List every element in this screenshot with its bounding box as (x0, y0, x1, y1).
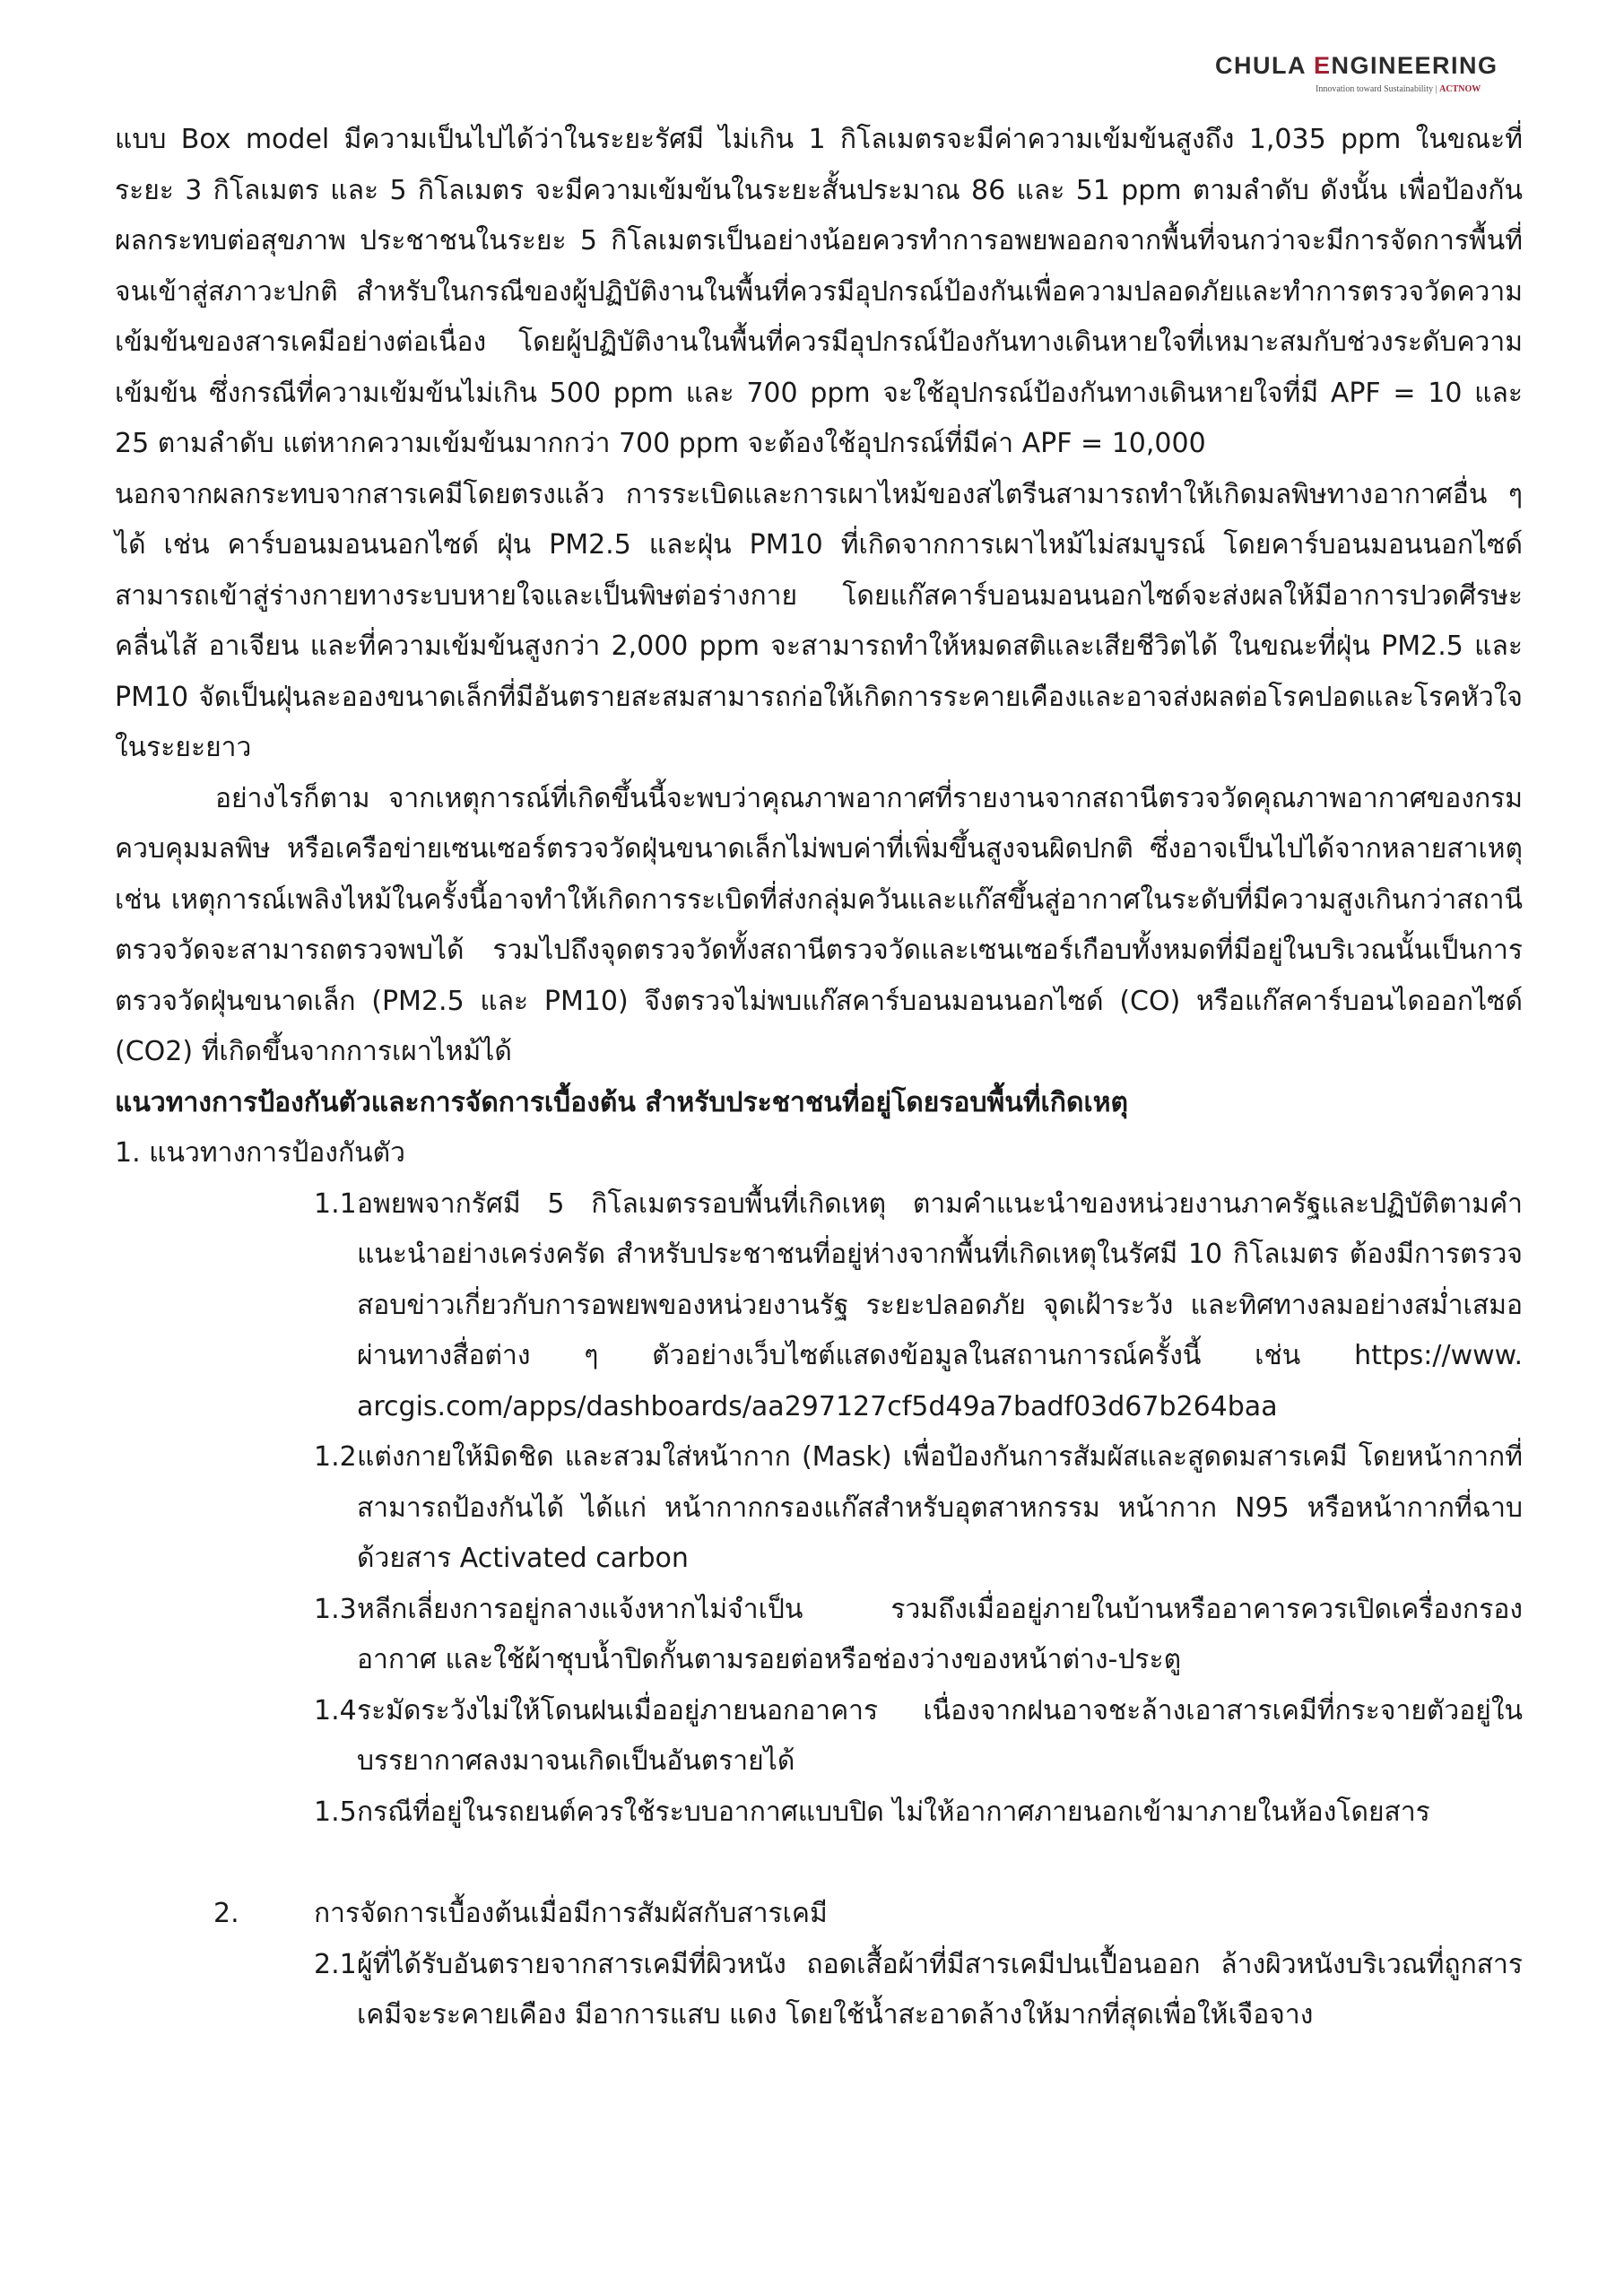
item-text: ผู้ที่ได้รับอันตรายจากสารเคมีที่ผิวหนัง ถอดเสื้อผ้าที่มีสารเคมีปนเปื้อนออก ล้างผิวหนังบริเวณที่ถูกสารเคมีจะระคายเคือง มีอาการแสบ แดง โดยใช้น้ำสะอาดล้างให้มากที่สุดเพื่อให้เจือจาง (357, 1948, 1523, 2031)
item-text: กรณีที่อยู่ในรถยนต์ควรใช้ระบบอากาศแบบปิด ไม่ให้อากาศภายนอกเข้ามาภายในห้องโดยสาร (357, 1796, 1430, 1828)
tagline-brand: ACTNOW (1439, 84, 1481, 94)
list-item (314, 1787, 1523, 1839)
logo-wordmark (1215, 52, 1498, 80)
paragraph-box-model: แบบ Box model มีความเป็นไปได้ว่าในระยะรัศมี ไม่เกิน 1 กิโลเมตรจะมีค่าความเข้มข้นสูงถึง 1,035 ppm ในขณะที่ระยะ 3 กิโลเมตร และ 5 กิโลเมตร จะมีความเข้มข้นในระยะสั้นประมาณ 86 และ 51 ppm ตามลำดับ ดังนั้น เพื่อป้องกันผลกระทบต่อสุขภาพ ประชาชนในระยะ 5 กิโลเมตรเป็นอย่างน้อยควรทำการอพยพออกจากพื้นที่จนกว่าจะมีการจัดการพื้นที่จนเข้าสู่สภาวะปกติ สำหรับในกรณีของผู้ปฏิบัติงานในพื้นที่ควรมีอุปกรณ์ป้องกันเพื่อความปลอดภัยและทำการตรวจวัดความเข้มข้นของสารเคมีอย่างต่อเนื่อง โดยผู้ปฏิบัติงานในพื้นที่ควรมีอุปกรณ์ป้องกันทางเดินหายใจที่เหมาะสมกับช่วงระดับความเข้มข้น ซึ่งกรณีที่ความเข้มข้นไม่เกิน 500 ppm และ 700 ppm จะใช้อุปกรณ์ป้องกันทางเดินหายใจที่มี APF = 10 และ 25 ตามลำดับ แต่หากความเข้มข้นมากกว่า 700 ppm จะต้องใช้อุปกรณ์ที่มีค่า APF = 10,000 (115, 124, 1523, 459)
tagline-text: Innovation toward Sustainability (1316, 84, 1434, 94)
item-number: 1.5 (314, 1796, 357, 1828)
item-number: 1.3 (314, 1593, 357, 1625)
logo-prefix: CHULA (1215, 52, 1314, 79)
item-text: อพยพจากรัศมี 5 กิโลเมตรรอบพื้นที่เกิดเหตุ ตามคำแนะนำของหน่วยงานภาครัฐและปฏิบัติตามคำแนะนำอย่างเคร่งครัด สำหรับประชาชนที่อยู่ห่างจากพื้นที่เกิดเหตุในรัศมี 10 กิโลเมตร ต้องมีการตรวจสอบข่าวเกี่ยวกับการอพยพของหน่วยงานรัฐ ระยะปลอดภัย จุดเฝ้าระวัง และทิศทางลมอย่างสม่ำเสมอผ่านทางสื่อต่าง ๆ ตัวอย่างเว็บไซต์แสดงข้อมูลในสถานการณ์ครั้งนี้ เช่น https://www. arcgis.com/apps/dashboards/aa297127cf5d49a7badf03d67b264baa (357, 1187, 1523, 1422)
section-2-number: 2. (213, 1898, 239, 1929)
list-item (314, 1179, 1523, 1433)
list-item (314, 1585, 1523, 1686)
list-item (314, 1686, 1523, 1787)
item-text: ระมัดระวังไม่ให้โดนฝนเมื่ออยู่ภายนอกอาคาร เนื่องจากฝนอาจชะล้างเอาสารเคมีที่กระจายตัวอยู่ในบรรยากาศลงมาจนเกิดเป็นอันตรายได้ (357, 1694, 1523, 1777)
item-number: 2.1 (314, 1948, 357, 1980)
item-text: หลีกเลี่ยงการอยู่กลางแจ้งหากไม่จำเป็น รวมถึงเมื่ออยู่ภายในบ้านหรืออาคารควรเปิดเครื่องกรองอากาศ และใช้ผ้าชุบน้ำปิดกั้นตามรอยต่อหรือช่องว่างของหน้าต่าง-ประตู (357, 1593, 1523, 1675)
document-body (115, 115, 1523, 2041)
logo-tagline: Innovation toward Sustainability | ACTNOW (1316, 84, 1481, 94)
item-number: 1.2 (314, 1441, 357, 1473)
logo-accent-letter: E (1314, 52, 1332, 79)
section-2-title: การจัดการเบื้องต้นเมื่อมีการสัมผัสกับสารเคมี (314, 1898, 828, 1929)
guidelines-heading: แนวทางการป้องกันตัวและการจัดการเบื้องต้น สำหรับประชาชนที่อยู่โดยรอบพื้นที่เกิดเหตุ (115, 1086, 1128, 1118)
list-item (314, 1432, 1523, 1585)
chula-engineering-logo (1215, 52, 1520, 106)
list-item (314, 1940, 1523, 2041)
item-number: 1.1 (314, 1187, 357, 1220)
section-1-title: 1. แนวทางการป้องกันตัว (115, 1137, 405, 1169)
paragraph-monitoring: อย่างไรก็ตาม จากเหตุการณ์ที่เกิดขึ้นนี้จะพบว่าคุณภาพอากาศที่รายงานจากสถานีตรวจวัดคุณภาพอากาศของกรมควบคุมมลพิษ หรือเครือข่ายเซนเซอร์ตรวจวัดฝุ่นขนาดเล็กไม่พบค่าที่เพิ่มขึ้นสูงจนผิดปกติ ซึ่งอาจเป็นไปได้จากหลายสาเหตุ เช่น เหตุการณ์เพลิงไหม้ในครั้งนี้อาจทำให้เกิดการระเบิดที่ส่งกลุ่มควันและแก๊สขึ้นสู่อากาศในระดับที่มีความสูงเกินกว่าสถานีตรวจวัดจะสามารถตรวจพบได้ รวมไปถึงจุดตรวจวัดทั้งสถานีตรวจวัดและเซนเซอร์เกือบทั้งหมดที่มีอยู่ในบริเวณนั้นเป็นการตรวจวัดฝุ่นขนาดเล็ก (PM2.5 และ PM10) จึงตรวจไม่พบแก๊สคาร์บอนมอนนอกไซด์ (CO) หรือแก๊สคาร์บอนไดออกไซด์ (CO2) ที่เกิดขึ้นจากการเผาไหม้ได้ (115, 782, 1523, 1067)
item-number: 1.4 (314, 1694, 357, 1726)
paragraph-air-pollution: นอกจากผลกระทบจากสารเคมีโดยตรงแล้ว การระเบิดและการเผาไหม้ของสไตรีนสามารถทำให้เกิดมลพิษทางอากาศอื่น ๆ ได้ เช่น คาร์บอนมอนนอกไซด์ ฝุ่น PM2.5 และฝุ่น PM10 ที่เกิดจากการเผาไหม้ไม่สมบูรณ์ โดยคาร์บอนมอนนอกไซด์สามารถเข้าสู่ร่างกายทางระบบหายใจและเป็นพิษต่อร่างกาย โดยแก๊สคาร์บอนมอนนอกไซด์จะส่งผลให้มีอาการปวดศีรษะ คลื่นไส้ อาเจียน และที่ความเข้มข้นสูงกว่า 2,000 ppm จะสามารถทำให้หมดสติและเสียชีวิตได้ ในขณะที่ฝุ่น PM2.5 และ PM10 จัดเป็นฝุ่นละอองขนาดเล็กที่มีอันตรายสะสมสามารถก่อให้เกิดการระคายเคืองและอาจส่งผลต่อโรคปอดและโรคหัวใจในระยะยาว (115, 478, 1523, 763)
logo-suffix: NGINEERING (1331, 52, 1498, 79)
section-2-heading (213, 1889, 1523, 1940)
item-text: แต่งกายให้มิดชิด และสวมใส่หน้ากาก (Mask) เพื่อป้องกันการสัมผัสและสูดดมสารเคมี โดยหน้ากากที่สามารถป้องกันได้ ได้แก่ หน้ากากกรองแก๊สสำหรับอุตสาหกรรม หน้ากาก N95 หรือหน้ากากที่ฉาบด้วยสาร Activated carbon (357, 1441, 1523, 1574)
